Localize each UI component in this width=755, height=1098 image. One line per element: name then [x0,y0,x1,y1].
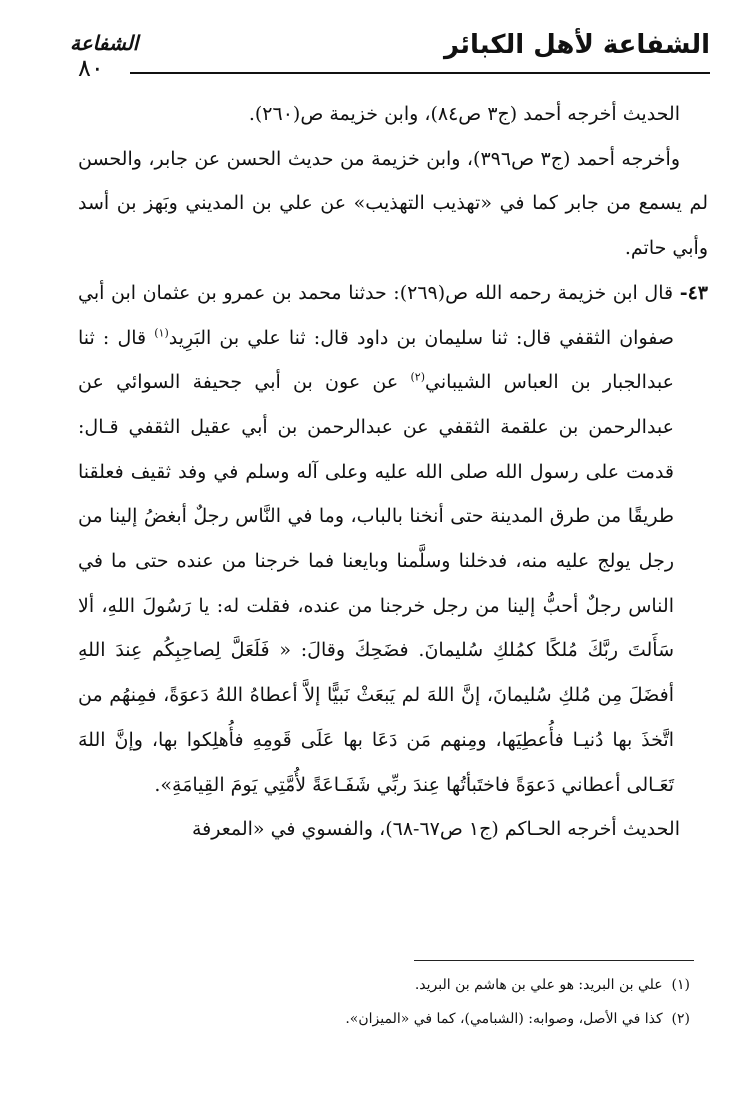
footnote-2-text: كذا في الأصل، وصوابه: (الشبامي)، كما في «الميزان». [345,1011,663,1027]
hadith-number: ٤٣- [679,281,708,304]
footnote-ref-2[interactable]: (٢) [410,370,426,384]
page-header [70,28,710,80]
page-body [78,92,708,852]
paragraph-4 [78,807,708,852]
hadith-43 [78,271,708,807]
footnote-1 [240,968,690,1002]
hadith-chain-b: قال : ثنا عبدالجبار بن العباس الشيباني [78,326,674,394]
footnote-rule [414,960,694,961]
footnote-1-marker: (١) [671,977,690,993]
hadith-chain-a: قال ابن خزيمة رحمه الله ص(٢٦٩): حدثنا محمد بن عمرو بن عثمان ابن أبي صفوان الثقفي قال: ثنا سليمان بن داود قال: ثنا علي بن البَرِيد [78,281,675,349]
paragraph-1 [78,92,708,137]
hadith-text: عن عون بن أبي جحيفة السوائي عن عبدالرحمن بن علقمة الثقفي عن عبدالرحمن بن أبي عقيل الثقفي قـال: قدمت على رسول الله صلى الله عليه وعلى آله وسلم في وفد ثقيف فعلقنا طريقًا من طرق المدينة حتى أنخنا بالباب، وما في النَّاس رجلٌ أبغضُ إلينا من رجل يولج عليه منه، فدخلنا وسلَّمنا وبايعنا فما خرجنا من عنده حتى ما في الناس رجلٌ أحبُّ إلينا من رجل خرجنا من عنده، فقلت له: يا رَسُولَ اللهِ، ألا سَأَلتَ ربَّكَ مُلكًا كمُلكِ سُليمانَ. فضَحِكَ وقالَ: « فَلَعَلَّ لِصاحِبِكُم عِندَ اللهِ أفضَلَ مِن مُلكِ سُليمانَ، إنَّ اللهَ لم يَبعَثْ نَبيًّا إلاَّ أعطاهُ اللهُ دَعوَةً، فمِنهُم من اتَّخذَ بها دُنيـا فأُعطِيَها، ومِنهم مَن دَعَا بها عَلَى قَومِهِ فأُهلِكوا بها، وإنَّ اللهَ تَعَـالى أعطاني دَعوَةً فاختَبأتُها عِندَ ربِّي شَفَـاعَةً لأُمَّتِي يَومَ القِيامَةِ». [78,371,674,796]
running-title: الشفاعة لأهل الكبائر [444,30,710,60]
header-logo: الشفاعة [70,31,139,55]
footnote-1-text: علي بن البريد: هو علي بن هاشم بن البريد. [414,977,663,993]
paragraph-1-text: الحديث أخرجه أحمد (ج٣ ص٨٤)، وابن خزيمة ص(٢٦٠). [248,103,680,125]
paragraph-2-text: وأخرجه أحمد (ج٣ ص٣٩٦)، وابن خزيمة من حديث الحسن عن جابر، والحسن لم يسمع من جابر كما في «تهذيب التهذيب» عن علي بن المديني وبَهز بن أسد وأبي حاتم. [78,147,708,260]
footnote-2 [240,1002,690,1036]
footnote-ref-1[interactable]: (١) [154,326,169,340]
paragraph-4-text: الحديث أخرجه الحـاكم (ج١ ص٦٧-٦٨)، والفسوي في «المعرفة [191,818,680,841]
paragraph-2 [78,137,708,271]
header-rule [130,72,710,74]
footnote-2-marker: (٢) [671,1011,690,1027]
page-number: ٨٠ [78,54,104,82]
footnotes [240,968,690,1036]
